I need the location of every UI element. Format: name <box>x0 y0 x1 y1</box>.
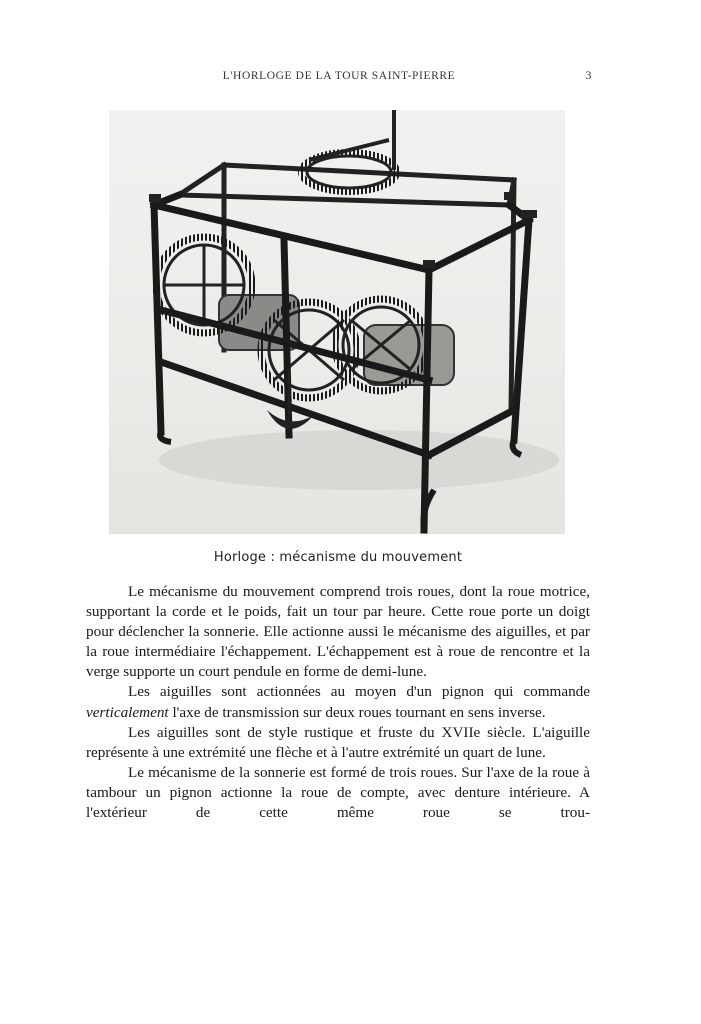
paragraph-3-text: Les aiguilles sont de style rustique et fruste du XVIIe siècle. L'aiguille représente à une extrémité une flèche et à l'autre extrémité un quart de lune. <box>86 723 590 761</box>
paragraph-3 <box>86 723 590 763</box>
clock-mechanism-illustration <box>109 110 565 534</box>
paragraph-4 <box>86 763 590 823</box>
paragraph-4-text: Le mécanisme de la sonnerie est formé de trois roues. Sur l'axe de la roue à tambour un pignon actionne la roue de compte, avec denture intérieure. A l'extérieur de cette même roue se trou- <box>86 763 590 822</box>
paragraph-2-emphasis: verticalement <box>86 703 169 721</box>
running-title: L'HORLOGE DE LA TOUR SAINT-PIERRE <box>222 70 456 82</box>
page-number: 3 <box>585 70 592 82</box>
paragraph-1-text: Le mécanisme du mouvement comprend trois roues, dont la roue motrice, supportant la corde et le poids, fait un tour par heure. Cette roue porte un doigt pour déclencher la sonnerie. Elle actionne aussi le mécanisme des aiguilles, et par la roue intermédiaire l'échappement. L'échappement est à roue de rencontre et la verge supporte un court pendule en forme de demi-lune. <box>86 583 590 681</box>
paragraph-1 <box>86 582 590 682</box>
paragraph-2-text-end: l'axe de transmission sur deux roues tournant en sens inverse. <box>168 703 546 721</box>
body-text <box>86 582 590 823</box>
paragraph-2 <box>86 682 590 722</box>
paragraph-2-text-start: Les aiguilles sont actionnées au moyen d'un pignon qui commande <box>128 683 590 701</box>
clock-mechanism-photograph <box>109 110 565 534</box>
figure-caption: Horloge : mécanisme du mouvement <box>213 550 463 565</box>
